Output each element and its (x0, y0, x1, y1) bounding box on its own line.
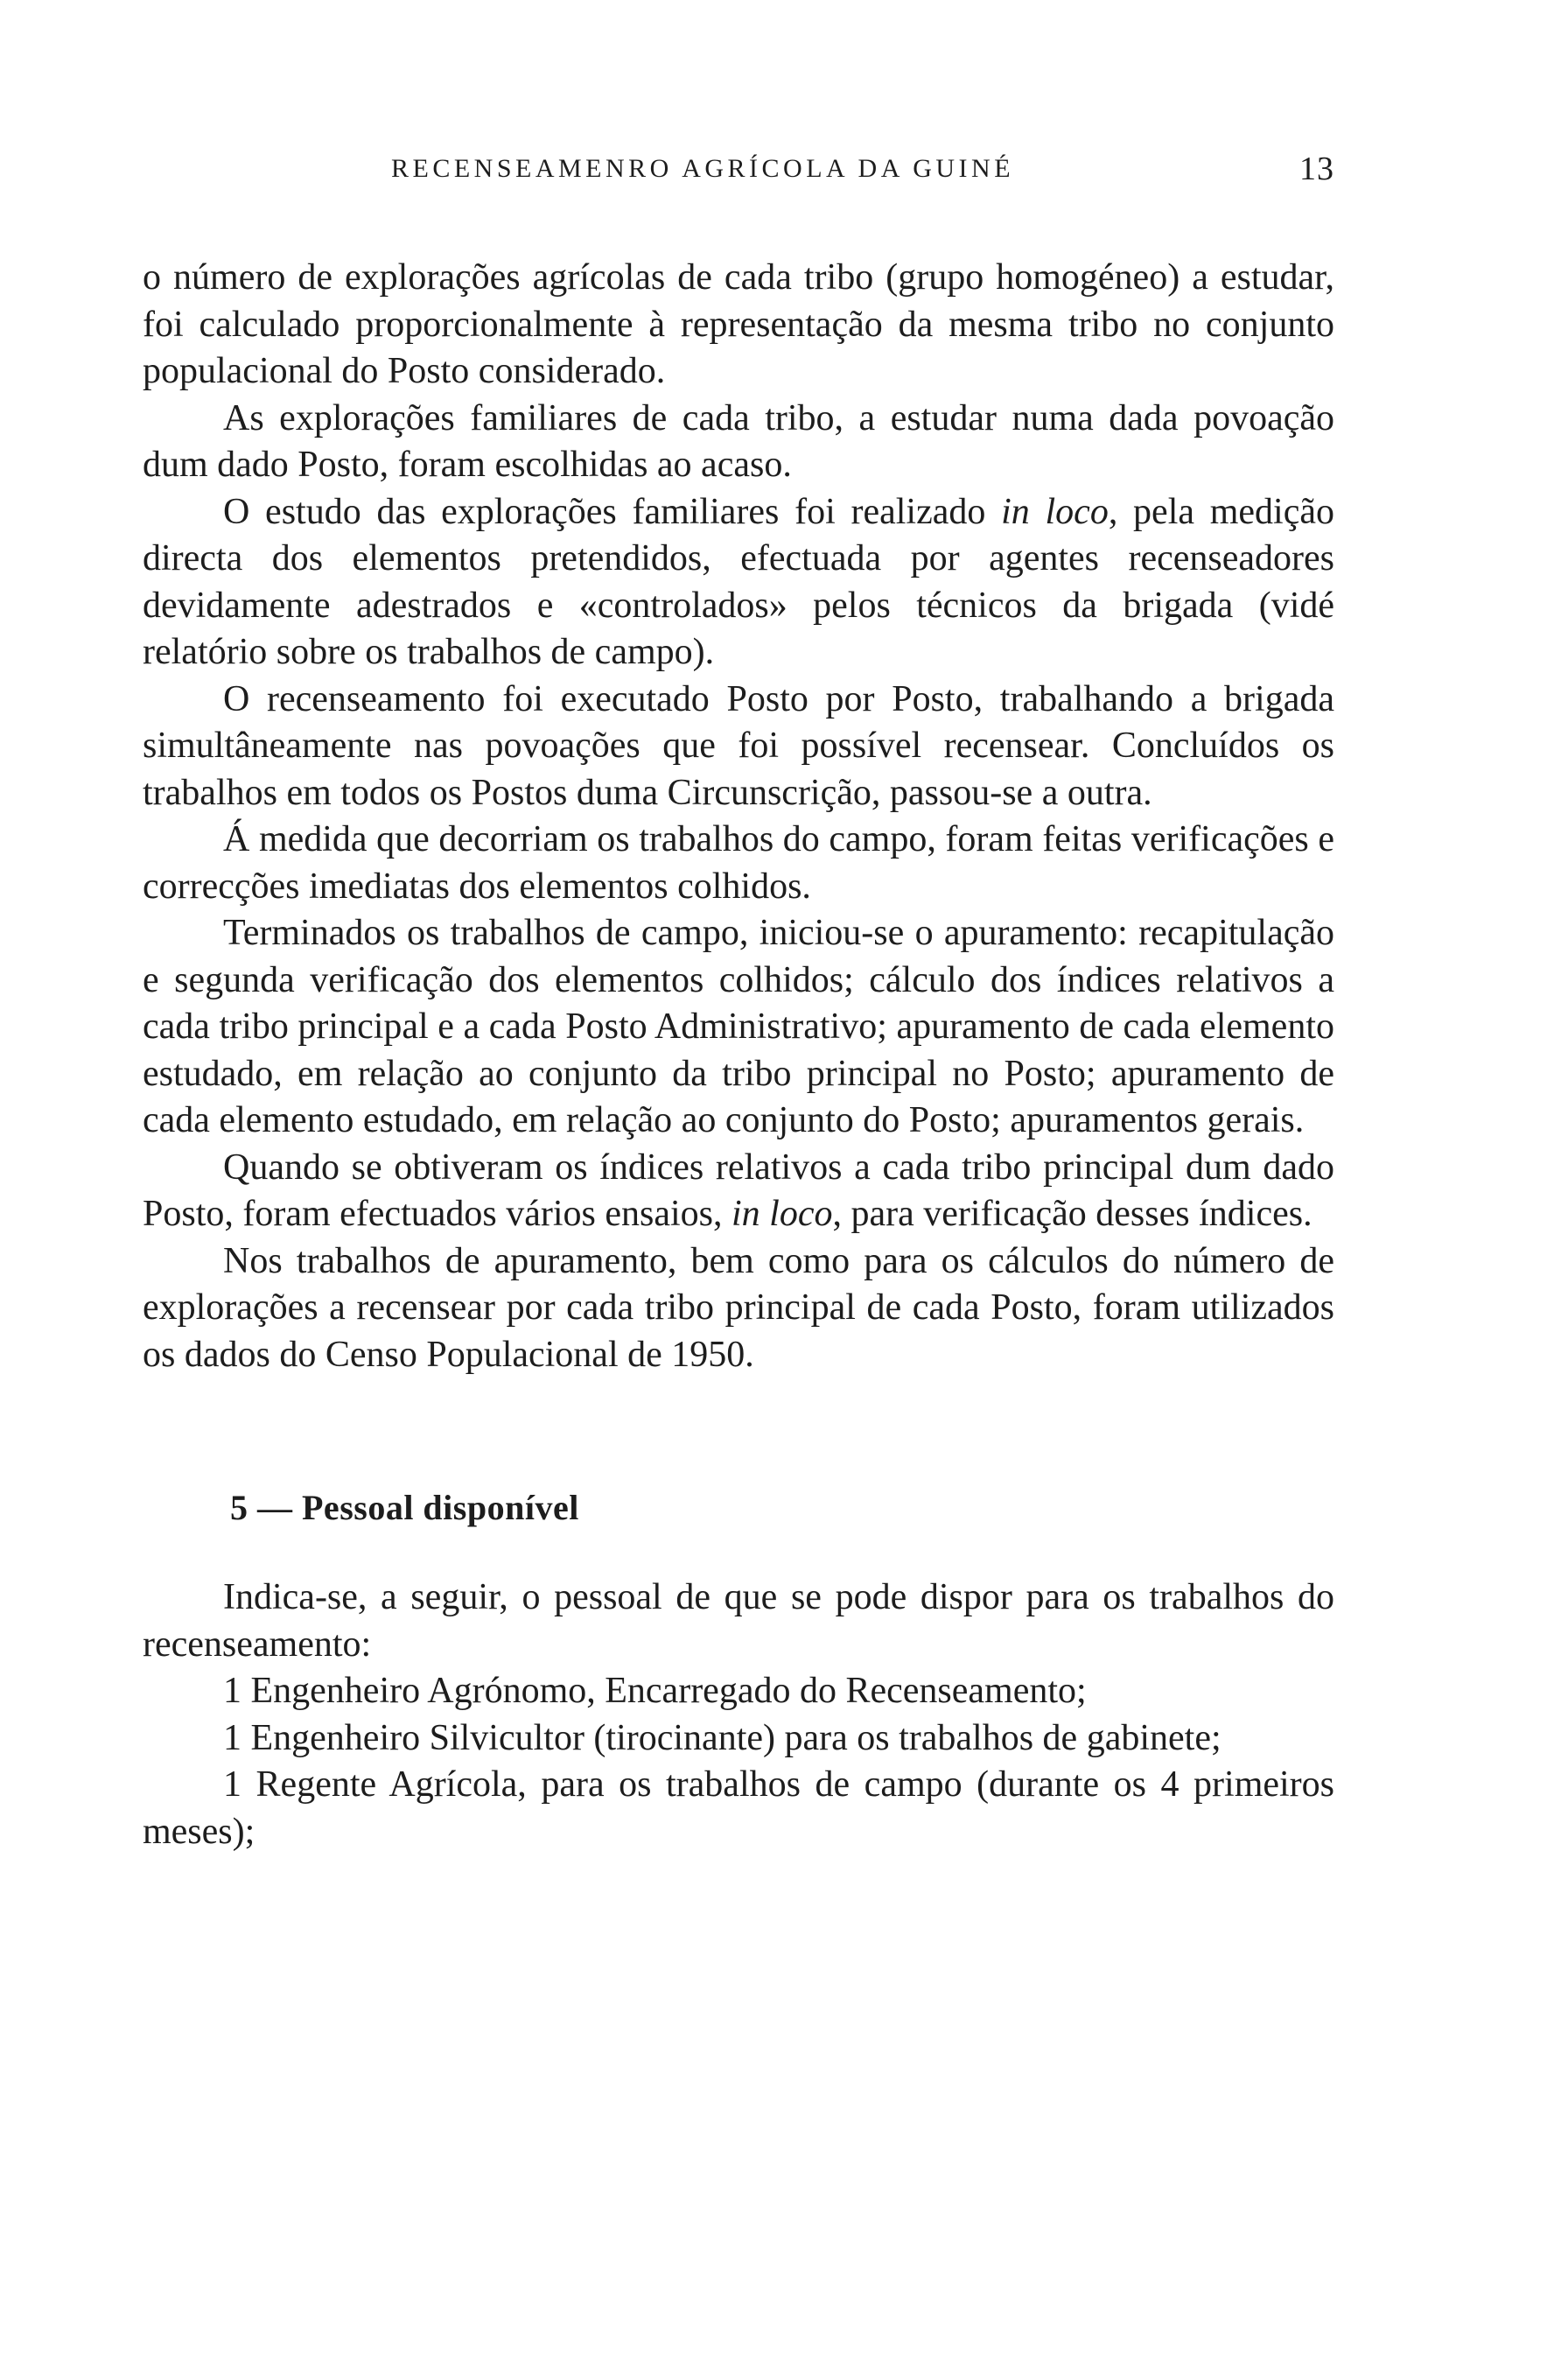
body-text (143, 255, 1334, 1378)
page-number: 13 (1299, 151, 1334, 187)
paragraph: O recenseamento foi executado Posto por Posto, trabalhando a brigada simultâneamente nas povoações que foi possível recensear. Concluídos os trabalhos em todos os Postos duma Circunscrição, passou-se a outra. (143, 678, 1334, 813)
paragraph-text: , pela medição directa dos elementos pretendidos, efectuada por agentes recenseadores devidamente adestrados e «controlados» pelos técnicos da brigada (vidé relatório sobre os trabalhos de campo). (143, 491, 1334, 672)
paragraph-text: , para verificação desses índices. (832, 1194, 1312, 1234)
italic-phrase: in loco (732, 1194, 833, 1234)
list-item: 1 Regente Agrícola, para os trabalhos de campo (durante os 4 primeiros meses); (143, 1764, 1334, 1852)
list-item: 1 Engenheiro Silvicultor (tirocinante) para os trabalhos de gabinete; (223, 1717, 1222, 1758)
paragraph (143, 1145, 1334, 1238)
paragraph: Nos trabalhos de apuramento, bem como para os cálculos do número de explorações a recensear por cada tribo principal de cada Posto, foram utilizados os dados do Censo Populacional de 1950. (143, 1240, 1334, 1375)
paragraph: Indica-se, a seguir, o pessoal de que se pode dispor para os trabalhos do recenseamento: (143, 1577, 1334, 1665)
paragraph: Á medida que decorriam os trabalhos do campo, foram feitas verificações e correcções imediatas dos elementos colhidos. (143, 819, 1334, 907)
italic-phrase: in loco (1001, 491, 1109, 532)
list-item: 1 Engenheiro Agrónomo, Encarregado do Recenseamento; (223, 1671, 1087, 1711)
paragraph: o número de explorações agrícolas de cada tribo (grupo homogéneo) a estudar, foi calculado proporcionalmente à representação da mesma tribo no conjunto populacional do Posto considerado. (143, 257, 1334, 391)
paragraph: As explorações familiares de cada tribo, a estudar numa dada povoação dum dado Posto, foram escolhidas ao acaso. (143, 397, 1334, 485)
paragraph-text: O estudo das explorações familiares foi realizado (223, 491, 1002, 532)
section-body (143, 1574, 1334, 1855)
paragraph: Terminados os trabalhos de campo, iniciou-se o apuramento: recapitulação e segunda verificação dos elementos colhidos; cálculo dos índices relativos a cada tribo principal e a cada Posto Administrativo; apuramento de cada elemento estudado, em relação ao conjunto da tribo principal no Posto; apuramento de cada elemento estudado, em relação ao conjunto do Posto; apuramentos gerais. (143, 913, 1334, 1140)
running-header (143, 144, 1334, 193)
section-heading: 5 — Pessoal disponível (230, 1488, 579, 1527)
paragraph-text: Quando se obtiveram os índices relativos a cada tribo principal dum dado Posto, foram efectuados vários ensaios, (143, 1146, 1334, 1234)
document-page (143, 144, 1334, 1855)
running-title: RECENSEAMENRO AGRÍCOLA DA GUINÉ (391, 154, 1015, 183)
paragraph (143, 489, 1334, 677)
